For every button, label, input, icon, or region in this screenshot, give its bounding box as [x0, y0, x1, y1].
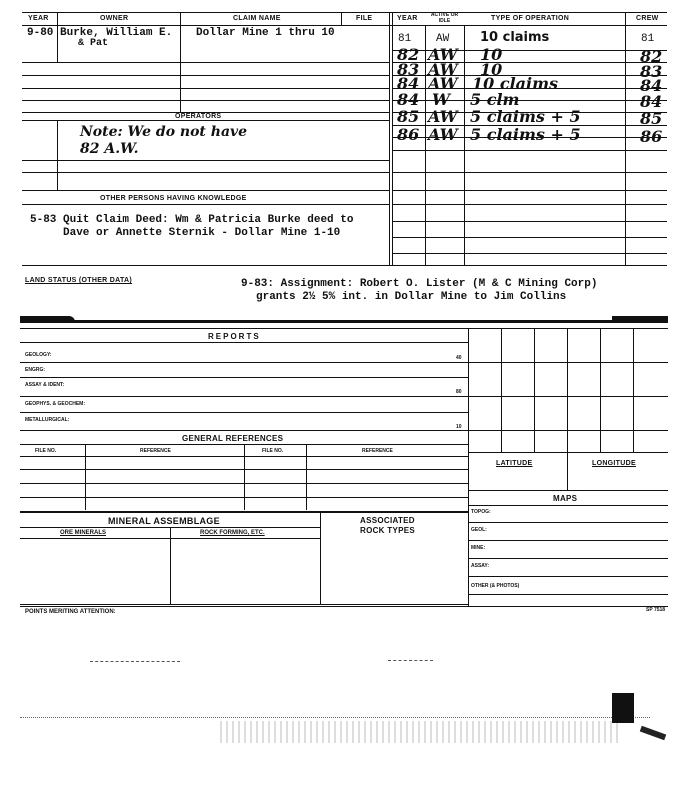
activity-status: AW — [428, 60, 458, 79]
report-engrg: ENGRG: — [25, 367, 45, 373]
activity-operation: 5 clm — [470, 90, 520, 109]
activity-crew: 84 — [640, 76, 663, 95]
header-year: YEAR — [28, 15, 49, 22]
activity-crew: 83 — [640, 62, 663, 81]
activity-operation: 10 claims — [480, 30, 550, 45]
maps-assay: ASSAY: — [471, 563, 490, 569]
report-geology-num: 40 — [456, 355, 462, 361]
entry-year: 9-80 — [27, 27, 54, 39]
header-type-op: TYPE OF OPERATION — [491, 15, 570, 22]
activity-status: AW — [428, 74, 458, 93]
general-refs-label: GENERAL REFERENCES — [182, 434, 284, 443]
activity-operation: 10 claims — [472, 74, 559, 93]
header-owner: OWNER — [100, 15, 129, 22]
activity-year: 85 — [397, 107, 420, 126]
maps-label: MAPS — [553, 494, 578, 503]
latitude-label: LATITUDE — [496, 460, 533, 467]
report-metallurgical: METALLURGICAL: — [25, 417, 70, 423]
operators-line2: 82 A.W. — [80, 141, 139, 157]
activity-crew: 84 — [640, 92, 663, 111]
maps-topog: TOPOG: — [471, 509, 491, 515]
refs-reference-1: REFERENCE — [140, 448, 171, 454]
activity-status: W — [432, 90, 450, 109]
entry-claim: Dollar Mine 1 thru 10 — [196, 27, 335, 39]
land-status-line2: grants 2½ 5% int. in Dollar Mine to Jim Collins — [256, 291, 567, 303]
header-active: ACTIVE OR IDLE — [430, 12, 459, 24]
operators-label: OPERATORS — [175, 113, 222, 120]
points-label: POINTS MERITING ATTENTION: — [25, 609, 116, 615]
assoc-label-2: ROCK TYPES — [360, 526, 416, 535]
activity-year: 86 — [397, 125, 420, 144]
activity-operation: 10 — [480, 60, 503, 79]
mineral-label: MINERAL ASSEMBLAGE — [108, 516, 220, 526]
activity-year: 84 — [397, 90, 420, 109]
activity-operation: 5 claims + 5 — [470, 125, 581, 144]
activity-crew: 82 — [640, 47, 663, 66]
activity-year: 81 — [398, 33, 412, 45]
activity-status: AW — [428, 107, 458, 126]
ore-minerals-label: ORE MINERALS — [60, 530, 107, 536]
assoc-label-1: ASSOCIATED — [360, 516, 415, 525]
land-status-line1: 9-83: Assignment: Robert O. Lister (M & C Mining Corp) — [241, 278, 598, 290]
report-geophys: GEOPHYS. & GEOCHEM: — [25, 401, 86, 407]
report-metallurgical-num: 10 — [456, 424, 462, 430]
form-number: SP 7518 — [646, 607, 666, 613]
activity-status: AW — [428, 125, 458, 144]
refs-reference-2: REFERENCE — [362, 448, 393, 454]
header-year2: YEAR — [397, 15, 418, 22]
activity-crew: 85 — [640, 109, 663, 128]
activity-operation: 10 — [480, 45, 503, 64]
other-persons-line1: 5-83 Quit Claim Deed: Wm & Patricia Burke deed to — [30, 214, 354, 226]
report-assay: ASSAY & IDENT: — [25, 382, 65, 388]
activity-operation: 5 claims + 5 — [470, 107, 581, 126]
refs-file-no-2: FILE NO. — [262, 448, 284, 454]
activity-crew: 86 — [640, 127, 663, 146]
rock-forming-label: ROCK FORMING, ETC. — [200, 530, 265, 536]
activity-status: AW — [436, 33, 450, 45]
activity-status: AW — [428, 45, 458, 64]
header-claim-name: CLAIM NAME — [233, 15, 281, 22]
report-assay-num: 80 — [456, 389, 462, 395]
maps-geol: GEOL: — [471, 527, 487, 533]
refs-file-no-1: FILE NO. — [35, 448, 57, 454]
maps-other: OTHER (& PHOTOS) — [471, 583, 520, 589]
land-status-label: LAND STATUS (OTHER DATA) — [25, 277, 133, 284]
header-crew: CREW — [636, 15, 659, 22]
longitude-label: LONGITUDE — [592, 460, 636, 467]
entry-owner: Burke, William E. — [60, 27, 173, 39]
entry-owner-2: & Pat — [78, 38, 109, 49]
activity-year: 82 — [397, 45, 420, 64]
report-geology: GEOLOGY: — [25, 352, 52, 358]
activity-year: 84 — [397, 74, 420, 93]
reports-label: REPORTS — [208, 332, 261, 341]
other-persons-line2: Dave or Annette Sternik - Dollar Mine 1-10 — [63, 227, 341, 239]
activity-crew: 81 — [641, 33, 655, 45]
operators-line1: Note: We do not have — [80, 124, 248, 140]
maps-mine: MINE: — [471, 545, 486, 551]
activity-year: 83 — [397, 60, 420, 79]
other-persons-label: OTHER PERSONS HAVING KNOWLEDGE — [100, 195, 247, 202]
header-file: FILE — [356, 15, 373, 22]
